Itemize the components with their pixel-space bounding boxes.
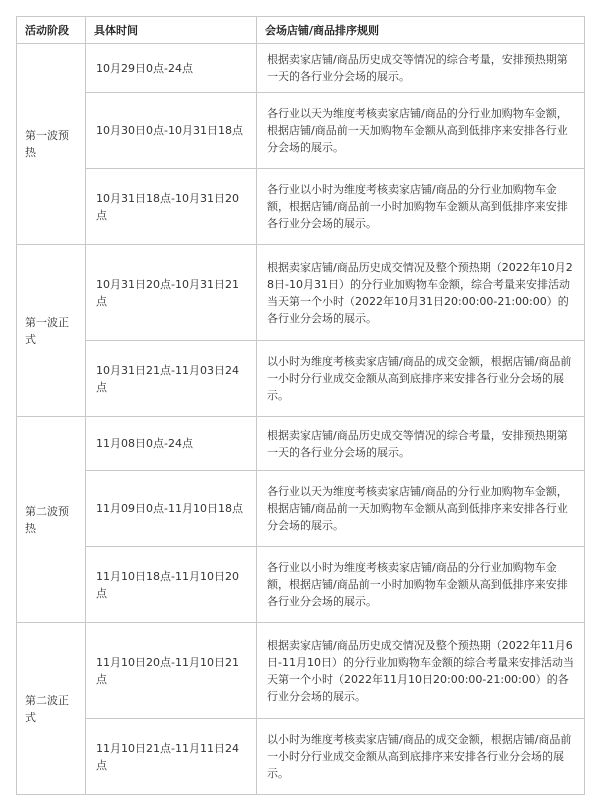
- rule-cell: 各行业以小时为维度考核卖家店铺/商品的分行业加购物车金额，根据店铺/商品前一小时加购物车金额从高到低排序来安排各行业分会场的展示。: [257, 547, 585, 623]
- rule-cell: 各行业以天为维度考核卖家店铺/商品的分行业加购物车金额，根据店铺/商品前一天加购物车金额从高到低排序来安排各行业分会场的展示。: [257, 93, 585, 169]
- table-row: [17, 169, 585, 245]
- table-row: [17, 245, 585, 341]
- rule-cell: 各行业以天为维度考核卖家店铺/商品的分行业加购物车金额，根据店铺/商品前一天加购物车金额从高到低排序来安排各行业分会场的展示。: [257, 471, 585, 547]
- table-row: [17, 719, 585, 795]
- rule-cell: 根据卖家店铺/商品历史成交等情况的综合考量，安排预热期第一天的各行业分会场的展示。: [257, 44, 585, 93]
- rule-cell: 根据卖家店铺/商品历史成交情况及整个预热期（2022年11月6日-11月10日）的分行业加购物车金额的综合考量来安排活动当天第一个小时（2022年11月10日20:00:00-21:00:00）的各行业分会场的展示。: [257, 623, 585, 719]
- phase-cell: 第一波正式: [17, 245, 86, 417]
- table-row: [17, 547, 585, 623]
- time-cell: 10月31日20点-10月31日21点: [86, 245, 257, 341]
- time-cell: 11月10日20点-11月10日21点: [86, 623, 257, 719]
- rule-cell: 以小时为维度考核卖家店铺/商品的成交金额，根据店铺/商品前一小时分行业成交金额从高到底排序来安排各行业分会场的展示。: [257, 341, 585, 417]
- time-cell: 11月08日0点-24点: [86, 417, 257, 471]
- time-cell: 11月09日0点-11月10日18点: [86, 471, 257, 547]
- rule-cell: 根据卖家店铺/商品历史成交情况及整个预热期（2022年10月28日-10月31日）的分行业加购物车金额，综合考量来安排活动当天第一个小时（2022年10月31日20:00:00-21:00:00）的各行业分会场的展示。: [257, 245, 585, 341]
- table-row: [17, 341, 585, 417]
- rule-cell: 以小时为维度考核卖家店铺/商品的成交金额，根据店铺/商品前一小时分行业成交金额从高到底排序来安排各行业分会场的展示。: [257, 719, 585, 795]
- phase-cell: 第一波预热: [17, 44, 86, 245]
- table-row: [17, 623, 585, 719]
- rule-cell: 各行业以小时为维度考核卖家店铺/商品的分行业加购物车金额，根据店铺/商品前一小时加购物车金额从高到低排序来安排各行业分会场的展示。: [257, 169, 585, 245]
- phase-cell: 第二波正式: [17, 623, 86, 795]
- header-phase: 活动阶段: [17, 17, 86, 44]
- time-cell: 10月29日0点-24点: [86, 44, 257, 93]
- time-cell: 10月30日0点-10月31日18点: [86, 93, 257, 169]
- header-rule: 会场店铺/商品排序规则: [257, 17, 585, 44]
- time-cell: 10月31日21点-11月03日24点: [86, 341, 257, 417]
- time-cell: 11月10日18点-11月10日20点: [86, 547, 257, 623]
- time-cell: 11月10日21点-11月11日24点: [86, 719, 257, 795]
- header-time: 具体时间: [86, 17, 257, 44]
- phase-cell: 第二波预热: [17, 417, 86, 623]
- schedule-table: [16, 16, 585, 795]
- table-row: [17, 93, 585, 169]
- table-row: [17, 471, 585, 547]
- table-row: [17, 417, 585, 471]
- rule-cell: 根据卖家店铺/商品历史成交等情况的综合考量，安排预热期第一天的各行业分会场的展示。: [257, 417, 585, 471]
- table-row: [17, 44, 585, 93]
- time-cell: 10月31日18点-10月31日20点: [86, 169, 257, 245]
- header-row: [17, 17, 585, 44]
